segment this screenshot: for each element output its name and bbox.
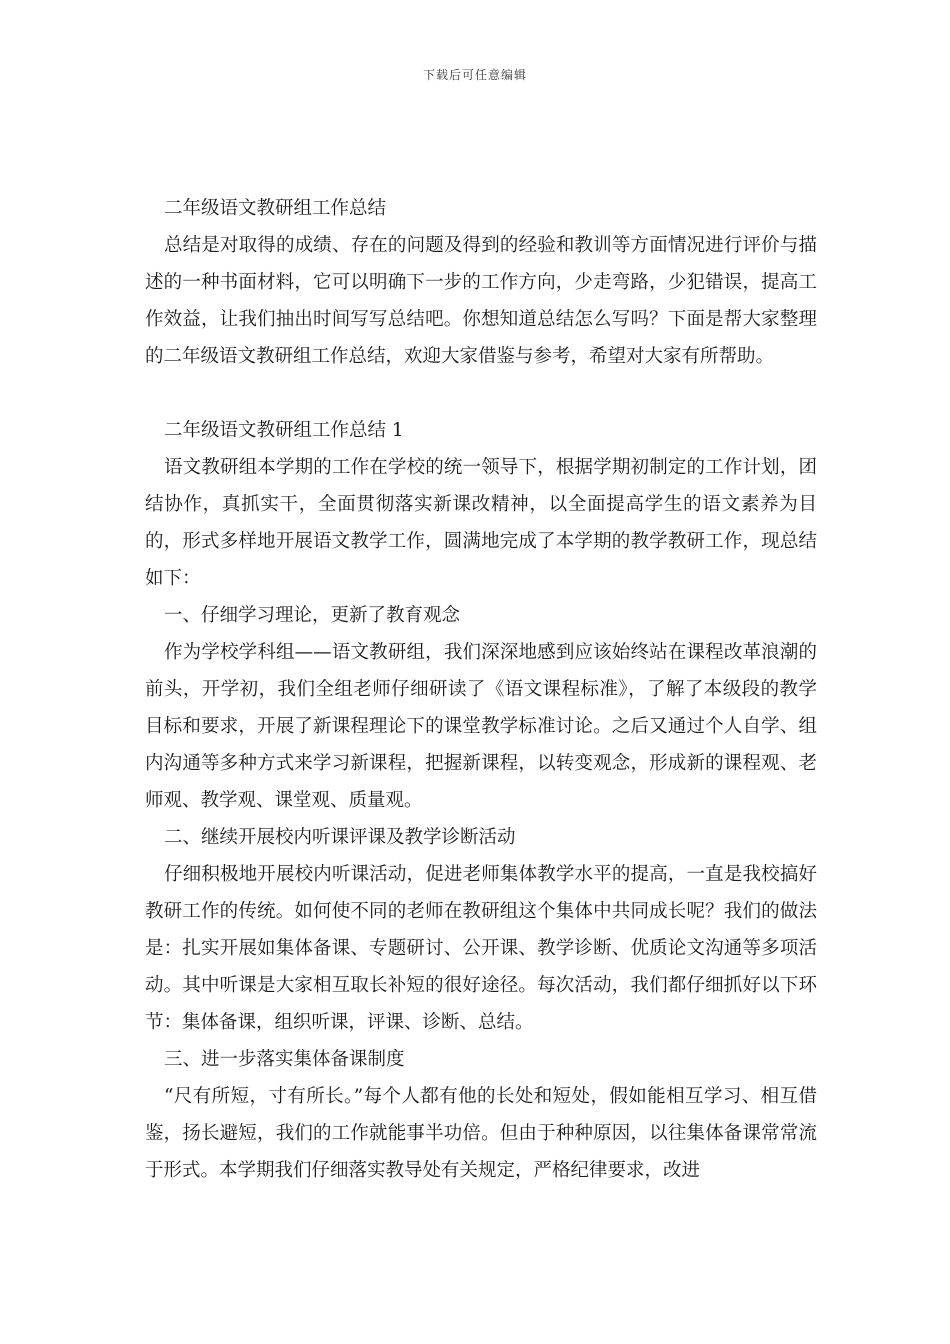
document-body — [145, 190, 817, 1189]
paragraph-1: 作为学校学科组——语文教研组，我们深深地感到应该始终站在课程改革浪潮的前头，开学初，我们全组老师仔细研读了《语文课程标准》，了解了本级段的教学目标和要求，开展了新课程理论下的课堂教学标准讨论。之后又通过个人自学、组内沟通等多种方式来学习新课程，把握新课程，以转变观念，形成新的课程观、老师观、教学观、课堂观、质量观。 — [145, 642, 817, 811]
intro-paragraph: 总结是对取得的成绩、存在的问题及得到的经验和教训等方面情况进行评价与描述的一种书面材料，它可以明确下一步的工作方向，少走弯路，少犯错误，提高工作效益，让我们抽出时间写写总结吧。你想知道总结怎么写吗？下面是帮大家整理的二年级语文教研组工作总结，欢迎大家借鉴与参考，希望对大家有所帮助。 — [145, 235, 817, 367]
heading-2: 二、继续开展校内听课评课及教学诊断活动 — [164, 827, 516, 848]
heading-1: 一、仔细学习理论，更新了教育观念 — [164, 605, 461, 626]
heading-3: 三、进一步落实集体备课制度 — [164, 1049, 405, 1070]
section-intro-paragraph: 语文教研组本学期的工作在学校的统一领导下，根据学期初制定的工作计划，团结协作，真抓实干，全面贯彻落实新课改精神，以全面提高学生的语文素养为目的，形式多样地开展语文教学工作，圆满地完成了本学期的教学教研工作，现总结如下： — [145, 457, 817, 589]
paragraph-2: 仔细积极地开展校内听课活动，促进老师集体教学水平的提高，一直是我校搞好教研工作的传统。如何使不同的老师在教研组这个集体中共同成长呢？我们的做法是：扎实开展如集体备课、专题研讨、公开课、教学诊断、优质论文沟通等多项活动。其中听课是大家相互取长补短的很好途径。每次活动，我们都仔细抓好以下环节：集体备课，组织听课，评课、诊断、总结。 — [145, 864, 817, 1033]
page-header: 下载后可任意编辑 — [422, 68, 527, 82]
document-title: 二年级语文教研组工作总结 — [164, 198, 387, 219]
paragraph-3: “尺有所短，寸有所长。”每个人都有他的长处和短处，假如能相互学习、相互借鉴，扬长避短，我们的工作就能事半功倍。但由于种种原因，以往集体备课常常流于形式。本学期我们仔细落实教导处有关规定，严格纪律要求，改进 — [145, 1086, 817, 1181]
section-title: 二年级语文教研组工作总结 1 — [164, 420, 404, 441]
